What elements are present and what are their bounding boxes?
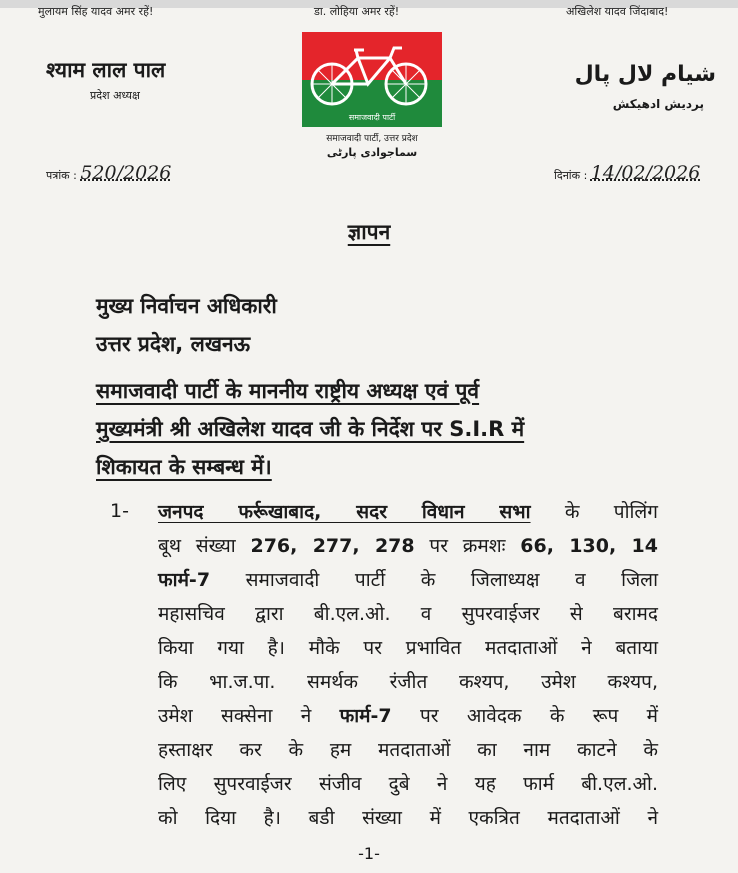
body-line (158, 495, 658, 529)
date-value: 14/02/2026 (590, 162, 701, 184)
form-name: फार्म-7 (339, 705, 392, 727)
body-line: किया गया है। मौके पर प्रभावित मतदाताओं ने बताया (158, 637, 658, 659)
body-line (158, 563, 658, 597)
slogan-middle: डा. लोहिया अमर रहें! (314, 5, 400, 18)
date-label: दिनांक : (554, 169, 588, 182)
subject-line-2: मुख्यमंत्री श्री अखिलेश यादव जी के निर्देश पर S.I.R में (96, 417, 525, 441)
slogan-right: अखिलेश यादव जिंदाबाद! (566, 5, 669, 18)
sender-designation-urdu: پردیش ادھیکش (612, 97, 704, 111)
body-text: समाजवादी पार्टी के जिलाध्यक्ष व जिला (210, 569, 658, 591)
body-text: पर आवेदक के रूप में (391, 705, 658, 727)
body-text: उमेश सक्सेना ने (158, 705, 340, 727)
letter-number (46, 162, 171, 184)
booth-numbers: 276, 277, 278 (250, 535, 415, 557)
body-text: के पोलिंग (530, 501, 658, 523)
body-line: महासचिव द्वारा बी.एल.ओ. व सुपरवाईजर से बरामद (158, 603, 658, 625)
body-text: बूथ संख्या (158, 535, 251, 557)
body-line: कि भा.ज.पा. समर्थक रंजीत कश्यप, उमेश कश्यप, (158, 671, 658, 693)
letter-number-label: पत्रांक : (46, 169, 77, 182)
sender-name-hindi: श्याम लाल पाल (46, 58, 166, 82)
body-line: लिए सुपरवाईजर संजीव दुबे ने यह फार्म बी.एल.ओ. (158, 773, 658, 795)
form-name: फार्म-7 (158, 569, 211, 591)
body-line (158, 699, 658, 733)
letter-date (554, 162, 700, 184)
sender-name-urdu: شیام لال پال (574, 62, 716, 87)
slogan-left: मुलायम सिंह यादव अमर रहें! (38, 5, 154, 18)
body-line (158, 529, 658, 563)
logo-caption: समाजवादी पार्टी (348, 113, 396, 122)
point-number: 1- (110, 500, 129, 522)
district-assembly: जनपद फर्रूखाबाद, सदर विधान सभा (158, 501, 531, 523)
sender-designation-hindi: प्रदेश अध्यक्ष (90, 89, 140, 102)
page-number: -1- (358, 844, 380, 863)
party-name-urdu: سماجوادی پارٹی (326, 146, 418, 159)
form-counts: 66, 130, 14 (520, 535, 658, 557)
body-line: को दिया है। बडी संख्या में एकत्रित मतदाताओं ने (158, 807, 658, 829)
document-title (0, 218, 738, 246)
point-body (158, 495, 658, 835)
body-line: हस्ताक्षर कर के हम मतदाताओं का नाम काटने के (158, 739, 658, 761)
party-name-hindi: समाजवादी पार्टी, उत्तर प्रदेश (326, 134, 418, 144)
body-text: पर क्रमशः (414, 535, 521, 557)
subject-line-1: समाजवादी पार्टी के माननीय राष्ट्रीय अध्यक्ष एवं पूर्व (96, 379, 480, 403)
subject-line-3: शिकायत के सम्बन्ध में। (96, 455, 272, 479)
title-text: ज्ञापन (347, 220, 391, 244)
addressee-line-2: उत्तर प्रदेश, लखनऊ (96, 332, 251, 356)
letter-number-value: 520/2026 (80, 162, 172, 184)
addressee-line-1: मुख्य निर्वाचन अधिकारी (96, 294, 277, 318)
subject (96, 372, 696, 486)
